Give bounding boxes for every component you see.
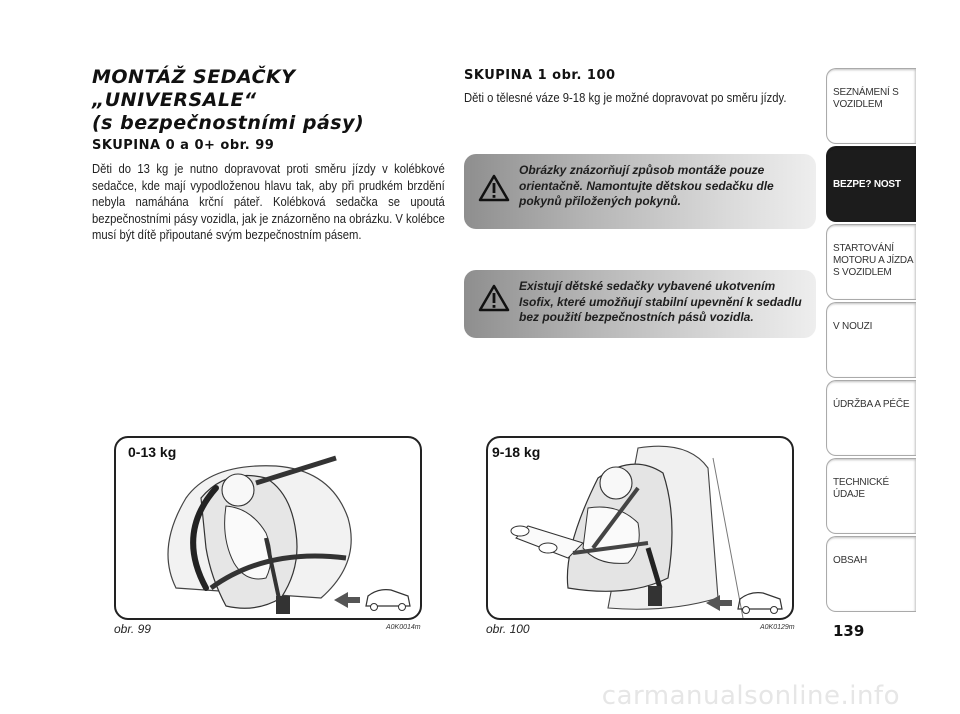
- warning-text-2: Existují dětské sedačky vybavené ukotvením Isofix, které umožňují stabilní upevnění k sedadlu bez použití bezpečnostních pásů vozidla.: [519, 279, 802, 324]
- svg-text:carmanualsonline.info: carmanualsonline.info: [601, 682, 900, 709]
- group-0-title: SKUPINA 0 a 0+ obr. 99: [92, 138, 275, 153]
- tab-obsah[interactable]: [826, 536, 916, 612]
- page-title: [92, 66, 452, 135]
- watermark: [0, 682, 960, 709]
- figure-100: [486, 436, 794, 620]
- tab-label: TECHNICKÉ ÚDAJE: [833, 477, 889, 500]
- infant-carrier-illustration: [116, 438, 420, 618]
- page-number: 139: [833, 622, 865, 640]
- warning-box-1: [464, 154, 816, 229]
- tab-startovani[interactable]: [826, 224, 916, 300]
- page-title-line1: MONTÁŽ SEDAČKY „UNIVERSALE“: [92, 66, 296, 111]
- figure-100-weight-label: 9-18 kg: [492, 444, 541, 460]
- tab-label: BEZPE? NOST: [833, 179, 901, 190]
- page-title-line2: (s bezpečnostními pásy): [92, 112, 365, 134]
- tab-technicke-udaje[interactable]: [826, 458, 916, 534]
- warning-box-2: [464, 270, 816, 338]
- tab-v-nouzi[interactable]: [826, 302, 916, 378]
- group-0-body: Děti do 13 kg je nutno dopravovat proti směru jízdy v kolébkové sedačce, kde mají vypodloženou hlavu tak, aby při prudkém brzdění nebyla namáhána krční páteř. Kolébková sedačka se upoutá bezpečnostními pásy vozidla, jak je znázorněno na obrázku. V kolébce musí být dítě připoutané svým bezpečnostním pásem.: [92, 162, 445, 242]
- child-seat-illustration: [488, 438, 792, 618]
- warning-triangle-icon: [478, 174, 510, 202]
- tab-label: V NOUZI: [833, 321, 873, 332]
- watermark-logo: [0, 682, 960, 709]
- tab-bezpecnost[interactable]: [826, 146, 916, 222]
- group-1-title: SKUPINA 1 obr. 100: [464, 68, 616, 83]
- figure-100-caption: obr. 100: [486, 622, 530, 636]
- group-1-body: Děti o tělesné váze 9-18 kg je možné dopravovat po směru jízdy.: [464, 91, 787, 105]
- figure-99: [114, 436, 422, 620]
- tab-label: SEZNÁMENÍ S VOZIDLEM: [833, 87, 899, 110]
- warning-triangle-icon: [478, 284, 510, 312]
- tab-udrzba[interactable]: [826, 380, 916, 456]
- tab-seznameni[interactable]: [826, 68, 916, 144]
- warning-text-1: Obrázky znázorňují způsob montáže pouze orientačně. Namontujte dětskou sedačku dle pokynů přiložených pokynů.: [519, 163, 774, 208]
- tab-label: ÚDRŽBA A PÉČE: [833, 399, 910, 410]
- tab-label: OBSAH: [833, 555, 868, 566]
- figure-100-code: A0K0129m: [760, 624, 795, 631]
- figure-99-code: A0K0014m: [386, 624, 421, 631]
- tab-label: STARTOVÁNÍ MOTORU A JÍZDA S VOZIDLEM: [833, 243, 913, 278]
- figure-99-caption: obr. 99: [114, 622, 151, 636]
- figure-99-weight-label: 0-13 kg: [128, 444, 177, 460]
